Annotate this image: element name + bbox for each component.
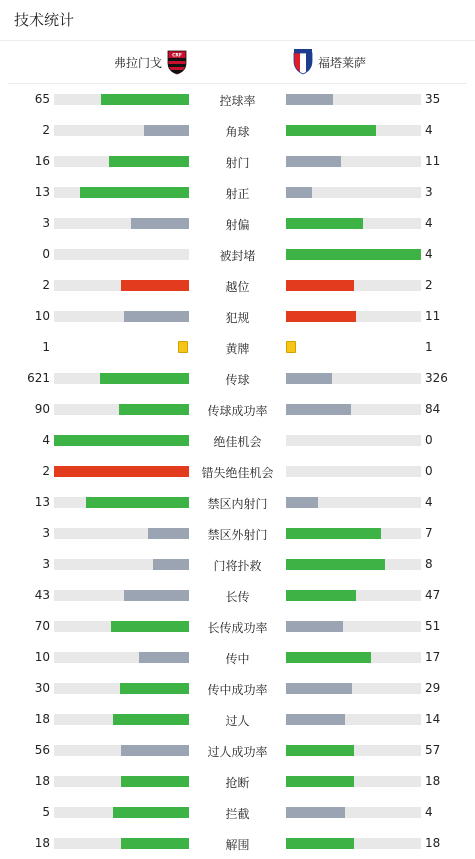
away-stat-value: 3 [425, 185, 433, 199]
home-stat-bar-fill [121, 745, 189, 756]
away-stat-bar-fill [286, 125, 376, 136]
away-stat-value: 4 [425, 247, 433, 261]
stat-label: 过人成功率 [207, 745, 268, 759]
away-stat-bar-fill [286, 280, 354, 291]
home-team[interactable] [114, 41, 188, 83]
home-stat-bar [54, 621, 189, 632]
home-stat-bar [54, 683, 189, 694]
away-stat-bar [286, 776, 421, 787]
away-stat-bar-fill [286, 94, 333, 105]
away-stat-value: 0 [425, 433, 433, 447]
stat-label: 被封堵 [219, 249, 256, 263]
away-stat-value: 11 [425, 154, 441, 168]
stat-label: 长传成功率 [207, 621, 268, 635]
away-team[interactable] [292, 41, 366, 83]
stat-row [0, 456, 475, 487]
away-stat-value: 4 [425, 495, 433, 509]
away-stat-bar [286, 435, 421, 446]
stat-label: 射门 [225, 156, 250, 170]
home-stat-value: 2 [42, 464, 50, 478]
stat-label: 控球率 [219, 94, 256, 108]
stat-row [0, 363, 475, 394]
home-stat-bar-fill [54, 435, 189, 446]
home-stat-bar [54, 528, 189, 539]
home-stat-bar-fill [124, 311, 189, 322]
stat-row [0, 115, 475, 146]
home-stat-bar [54, 776, 189, 787]
home-stat-value: 621 [27, 371, 50, 385]
home-stat-bar [54, 652, 189, 663]
away-stat-value: 35 [425, 92, 441, 106]
home-stat-bar [54, 156, 189, 167]
home-stat-bar-fill [124, 590, 189, 601]
home-stat-bar-fill [119, 404, 189, 415]
away-yellow-card-icon [286, 341, 296, 353]
flamengo-crest-icon [166, 49, 188, 75]
home-stat-bar-fill [113, 807, 189, 818]
stat-row [0, 84, 475, 115]
away-stat-bar [286, 652, 421, 663]
away-stat-value: 11 [425, 309, 441, 323]
home-stat-bar-fill [121, 280, 189, 291]
away-stat-bar [286, 280, 421, 291]
away-stat-bar-fill [286, 218, 363, 229]
home-stat-bar-fill [144, 125, 189, 136]
away-stat-bar-fill [286, 807, 345, 818]
away-team-name: 福塔莱萨 [318, 55, 367, 70]
home-stat-bar [54, 497, 189, 508]
home-stat-value: 65 [34, 92, 50, 106]
home-stat-bar-fill [101, 94, 189, 105]
stat-label: 禁区外射门 [207, 528, 268, 542]
away-stat-bar [286, 187, 421, 198]
home-stat-bar [54, 714, 189, 725]
away-stat-bar-fill [286, 590, 356, 601]
away-stat-bar-fill [286, 249, 421, 260]
stat-row [0, 177, 475, 208]
page-title: 技术统计 [0, 0, 475, 41]
home-stat-bar [54, 807, 189, 818]
home-stat-bar [54, 94, 189, 105]
home-stat-value: 10 [34, 650, 50, 664]
stat-label: 犯规 [225, 311, 250, 325]
home-stat-value: 3 [42, 526, 50, 540]
away-stat-bar [286, 714, 421, 725]
stat-label: 越位 [225, 280, 250, 294]
home-stat-bar-fill [120, 683, 189, 694]
away-stat-bar-fill [286, 652, 371, 663]
away-stat-bar-fill [286, 745, 354, 756]
stat-row [0, 270, 475, 301]
home-stat-value: 10 [34, 309, 50, 323]
home-stat-value: 2 [42, 123, 50, 137]
home-stat-bar-fill [139, 652, 189, 663]
away-stat-bar-fill [286, 497, 318, 508]
home-stat-value: 3 [42, 216, 50, 230]
home-stat-bar [54, 745, 189, 756]
away-stat-bar [286, 125, 421, 136]
home-stat-value: 0 [42, 247, 50, 261]
home-stat-value: 5 [42, 805, 50, 819]
stat-row [0, 580, 475, 611]
stat-row [0, 642, 475, 673]
away-stat-value: 51 [425, 619, 441, 633]
away-stat-value: 7 [425, 526, 433, 540]
home-yellow-card-icon [178, 341, 188, 353]
stat-row [0, 487, 475, 518]
away-stat-bar [286, 156, 421, 167]
home-stat-bar [54, 125, 189, 136]
stat-label: 黄牌 [225, 342, 250, 356]
stat-label: 角球 [225, 125, 250, 139]
teams-header [8, 41, 467, 84]
stat-label: 绝佳机会 [213, 435, 262, 449]
home-stat-bar [54, 280, 189, 291]
away-stat-bar-fill [286, 776, 354, 787]
stat-row [0, 704, 475, 735]
home-stat-value: 18 [34, 836, 50, 850]
away-stat-bar [286, 590, 421, 601]
home-stat-bar [54, 373, 189, 384]
away-stat-bar [286, 497, 421, 508]
away-stat-bar-fill [286, 559, 385, 570]
home-stat-bar [54, 435, 189, 446]
home-stat-bar-fill [80, 187, 189, 198]
stat-row [0, 239, 475, 270]
stat-label: 传球 [225, 373, 250, 387]
home-stat-value: 18 [34, 712, 50, 726]
home-stat-bar-fill [153, 559, 189, 570]
home-stat-value: 56 [34, 743, 50, 757]
stat-row [0, 766, 475, 797]
away-stat-value: 326 [425, 371, 448, 385]
stat-row [0, 394, 475, 425]
stat-row [0, 332, 475, 363]
away-stat-bar-fill [286, 683, 352, 694]
away-stat-value: 14 [425, 712, 441, 726]
away-stat-bar [286, 559, 421, 570]
home-stat-bar [54, 838, 189, 849]
away-stat-bar [286, 807, 421, 818]
home-stat-bar-fill [109, 156, 189, 167]
away-stat-bar-fill [286, 311, 356, 322]
home-stat-value: 13 [34, 185, 50, 199]
home-stat-bar-fill [148, 528, 189, 539]
home-stat-value: 18 [34, 774, 50, 788]
away-stat-bar [286, 466, 421, 477]
away-stat-bar-fill [286, 156, 341, 167]
stat-label: 抢断 [225, 776, 250, 790]
away-stat-bar [286, 249, 421, 260]
svg-text:CRF: CRF [172, 53, 182, 59]
away-stat-value: 1 [425, 340, 433, 354]
away-stat-value: 47 [425, 588, 441, 602]
home-stat-bar [54, 404, 189, 415]
away-stat-bar-fill [286, 373, 332, 384]
away-stat-bar [286, 838, 421, 849]
stat-label: 长传 [225, 590, 250, 604]
home-stat-bar-fill [54, 466, 189, 477]
stat-label: 禁区内射门 [207, 497, 268, 511]
away-stat-value: 0 [425, 464, 433, 478]
home-stat-value: 90 [34, 402, 50, 416]
away-stat-bar-fill [286, 838, 354, 849]
away-stat-bar-fill [286, 621, 343, 632]
home-stat-bar-fill [121, 776, 189, 787]
away-stat-value: 8 [425, 557, 433, 571]
home-stat-value: 13 [34, 495, 50, 509]
home-stat-bar [54, 249, 189, 260]
stat-label: 拦截 [225, 807, 250, 821]
stat-row [0, 208, 475, 239]
home-stat-value: 43 [34, 588, 50, 602]
home-stat-value: 30 [34, 681, 50, 695]
away-stat-bar [286, 373, 421, 384]
stat-row [0, 797, 475, 828]
away-stat-value: 4 [425, 216, 433, 230]
away-stat-bar-fill [286, 528, 381, 539]
home-stat-value: 1 [42, 340, 50, 354]
away-stat-bar [286, 621, 421, 632]
away-stat-bar [286, 404, 421, 415]
stat-row [0, 549, 475, 580]
stat-label: 射正 [225, 187, 250, 201]
stat-label: 错失绝佳机会 [201, 466, 274, 480]
stat-label: 传中 [225, 652, 250, 666]
stat-row [0, 611, 475, 642]
away-stat-bar-fill [286, 187, 312, 198]
away-stat-value: 57 [425, 743, 441, 757]
fortaleza-crest-icon [292, 49, 314, 75]
home-stat-bar-fill [113, 714, 189, 725]
stat-row [0, 146, 475, 177]
home-stat-bar-fill [121, 838, 189, 849]
stat-row [0, 518, 475, 549]
stat-label: 过人 [225, 714, 250, 728]
away-stat-bar [286, 218, 421, 229]
away-stat-bar [286, 94, 421, 105]
home-stat-bar [54, 559, 189, 570]
away-stat-bar [286, 683, 421, 694]
away-stat-value: 18 [425, 774, 441, 788]
stat-row [0, 673, 475, 704]
home-stat-bar-fill [86, 497, 189, 508]
home-stat-bar [54, 218, 189, 229]
away-stat-value: 29 [425, 681, 441, 695]
home-stat-bar [54, 466, 189, 477]
away-stat-bar-fill [286, 404, 351, 415]
home-stat-bar-fill [111, 621, 189, 632]
away-stat-bar [286, 745, 421, 756]
away-stat-bar-fill [286, 714, 345, 725]
stat-label: 门将扑救 [213, 559, 262, 573]
home-stat-value: 70 [34, 619, 50, 633]
home-stat-value: 16 [34, 154, 50, 168]
stat-label: 传中成功率 [207, 683, 268, 697]
stat-row [0, 301, 475, 332]
home-stat-bar [54, 311, 189, 322]
stat-row [0, 735, 475, 766]
away-stat-value: 84 [425, 402, 441, 416]
home-stat-bar-fill [100, 373, 189, 384]
away-stat-bar [286, 311, 421, 322]
away-stat-bar [286, 528, 421, 539]
stat-label: 射偏 [225, 218, 250, 232]
stat-row [0, 828, 475, 859]
home-stat-value: 3 [42, 557, 50, 571]
away-stat-value: 2 [425, 278, 433, 292]
stat-label: 解围 [225, 838, 250, 852]
home-stat-bar-fill [131, 218, 189, 229]
away-stat-value: 4 [425, 123, 433, 137]
home-stat-bar [54, 590, 189, 601]
stat-row [0, 425, 475, 456]
stats-list [0, 84, 475, 859]
away-stat-value: 4 [425, 805, 433, 819]
away-stat-value: 17 [425, 650, 441, 664]
home-stat-value: 2 [42, 278, 50, 292]
stat-label: 传球成功率 [207, 404, 268, 418]
home-team-name: 弗拉门戈 [114, 55, 163, 70]
home-stat-bar [54, 187, 189, 198]
home-stat-value: 4 [42, 433, 50, 447]
away-stat-value: 18 [425, 836, 441, 850]
